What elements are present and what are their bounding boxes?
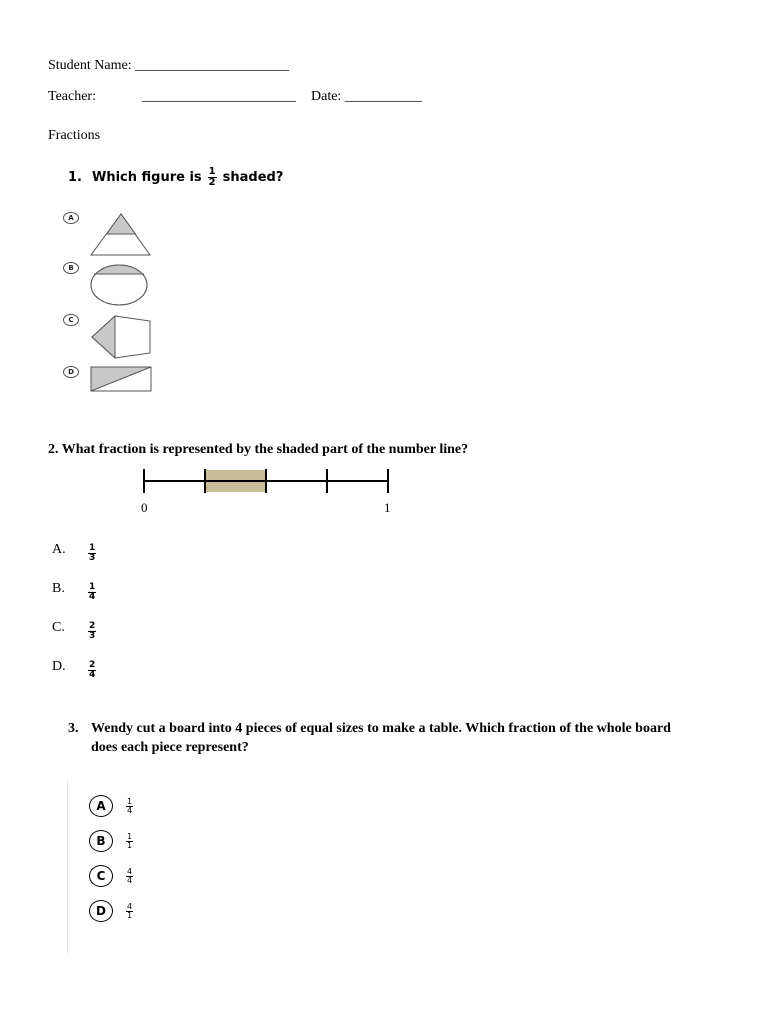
- fraction-denominator: 4: [127, 876, 133, 885]
- fraction-numerator: 2: [89, 621, 96, 631]
- option-c-bubble[interactable]: [63, 314, 79, 326]
- question-1-number: 1.: [68, 170, 82, 185]
- question-1-text-before: Which figure is: [91, 170, 202, 185]
- fraction-numerator: 4: [127, 902, 133, 911]
- option-c-letter: C: [68, 316, 74, 324]
- q2-option-a-letter[interactable]: A.: [52, 542, 66, 557]
- fraction-denominator: 3: [89, 553, 96, 563]
- fraction-denominator: 4: [89, 670, 96, 680]
- question-1: [68, 167, 283, 188]
- q3-option-c-fraction: [126, 868, 133, 885]
- q3-option-a-bubble[interactable]: [89, 795, 113, 817]
- q3-option-c-letter: C: [96, 869, 106, 883]
- fraction-numerator: 1: [89, 582, 96, 592]
- fraction-denominator: 1: [127, 841, 133, 850]
- teacher-label: Teacher:: [48, 89, 96, 104]
- question-3-line-1: Wendy cut a board into 4 pieces of equal sizes to make a table. Which fraction of the whole board: [91, 721, 671, 736]
- q2-option-d-fraction[interactable]: [88, 661, 96, 680]
- q2-option-c-fraction[interactable]: [88, 622, 96, 641]
- q3-option-a-letter: A: [96, 799, 106, 813]
- number-line: [130, 462, 410, 522]
- pentagon-figure: [88, 313, 154, 361]
- q2-option-a-fraction[interactable]: [88, 544, 96, 563]
- question-2-text: 2. What fraction is represented by the shaded part of the number line?: [48, 442, 469, 457]
- q2-option-b-letter[interactable]: B.: [52, 581, 65, 596]
- q3-option-b-letter: B: [96, 834, 106, 848]
- option-a-letter: A: [68, 214, 74, 222]
- fraction-denominator: 3: [89, 631, 96, 641]
- q3-option-c-bubble[interactable]: [89, 865, 113, 887]
- page-title: Fractions: [48, 128, 101, 143]
- triangle-figure: [88, 210, 154, 260]
- fraction-denominator: 4: [89, 592, 96, 602]
- option-d-letter: D: [68, 368, 74, 376]
- option-d-bubble[interactable]: [63, 366, 79, 378]
- teacher-blank: ______________________: [142, 89, 296, 104]
- fraction-numerator: 1: [127, 797, 133, 806]
- q3-option-b-bubble[interactable]: [89, 830, 113, 852]
- student-name-field: Student Name: ______________________: [48, 58, 290, 73]
- fraction-denominator: 2: [208, 177, 216, 188]
- rectangle-figure: [88, 364, 154, 394]
- q2-option-d-letter[interactable]: D.: [52, 659, 66, 674]
- q3-option-d-fraction: [126, 903, 133, 920]
- question-1-fraction: [208, 167, 217, 188]
- q3-option-d-letter: D: [96, 904, 106, 918]
- fraction-denominator: 1: [127, 911, 133, 920]
- fraction-numerator: 2: [89, 660, 96, 670]
- q2-option-b-fraction[interactable]: [88, 583, 96, 602]
- question-1-text-after: shaded?: [222, 170, 284, 185]
- fraction-numerator: 1: [127, 832, 133, 841]
- ellipse-figure: [88, 261, 150, 309]
- fraction-numerator: 4: [127, 867, 133, 876]
- q3-option-a-fraction: [126, 798, 133, 815]
- q3-option-d-bubble[interactable]: [89, 900, 113, 922]
- fraction-numerator: 1: [208, 166, 216, 177]
- number-line-label-start: 0: [141, 500, 148, 515]
- date-field: Date: ___________: [311, 89, 422, 104]
- question-3-line-2: does each piece represent?: [91, 740, 249, 755]
- question-3-number: 3.: [68, 721, 79, 736]
- q2-option-c-letter[interactable]: C.: [52, 620, 65, 635]
- fraction-denominator: 4: [127, 806, 133, 815]
- option-a-bubble[interactable]: [63, 212, 79, 224]
- option-b-letter: B: [68, 264, 74, 272]
- divider: [67, 781, 68, 953]
- option-b-bubble[interactable]: [63, 262, 79, 274]
- q3-option-b-fraction: [126, 833, 133, 850]
- number-line-label-end: 1: [384, 500, 391, 515]
- fraction-numerator: 1: [89, 543, 96, 553]
